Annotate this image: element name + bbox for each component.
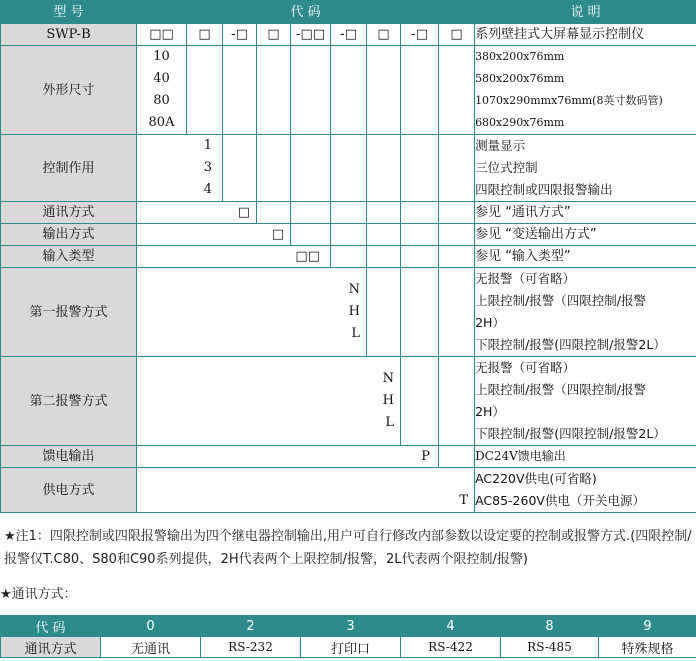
size-code: 40	[153, 71, 170, 86]
comm-label: 通讯方式	[1, 202, 137, 224]
control-row	[1, 135, 696, 202]
power-descs	[475, 468, 696, 513]
feed-code: P	[137, 446, 439, 468]
alarm1-code: N	[348, 282, 360, 297]
control-codes	[137, 135, 223, 202]
alarm1-code: L	[351, 326, 360, 341]
size-desc: 1070x290mmx76mm(8英寸数码管)	[475, 94, 663, 107]
feed-row	[1, 446, 696, 468]
control-code: 4	[203, 182, 212, 197]
feed-desc: DC24V馈电输出	[475, 446, 696, 468]
size-code: 80	[153, 93, 170, 108]
model-row	[1, 24, 696, 46]
comm-code: 0	[101, 616, 201, 637]
control-desc: 四限控制或四限报警输出	[475, 182, 613, 197]
size-codes	[137, 46, 187, 135]
alarm2-desc: 上限控制/报警（四限控制/报警	[475, 382, 646, 397]
alarm2-code: L	[385, 415, 394, 430]
code-cell-4: □	[257, 24, 291, 46]
comm-row	[1, 202, 696, 224]
power-label: 供电方式	[1, 468, 137, 513]
alarm1-desc: 2H）	[475, 315, 505, 330]
output-code: □	[137, 224, 291, 246]
comm-value: RS-232	[201, 637, 301, 658]
alarm1-desc: 上限控制/报警（四限控制/报警	[475, 293, 646, 308]
power-code-text: T	[459, 493, 469, 508]
comm-value: 打印口	[301, 637, 401, 658]
alarm2-codes	[137, 357, 401, 446]
size-row	[1, 46, 696, 135]
alarm1-descs	[475, 268, 696, 357]
code-cell-3: -□	[223, 24, 257, 46]
power-desc: AC85-260V供电（开关电源）	[475, 493, 645, 508]
control-descs	[475, 135, 696, 202]
header-model: 型 号	[1, 1, 137, 24]
output-desc: 参见 “变送输出方式”	[475, 224, 696, 246]
size-code: 10	[153, 49, 170, 64]
code-cell-9: □	[439, 24, 475, 46]
alarm2-code: H	[382, 393, 394, 408]
power-desc: AC220V供电(可省略)	[475, 471, 597, 486]
model-desc: 系列壁挂式大屏幕显示控制仪	[475, 24, 696, 46]
size-descs	[475, 46, 696, 135]
comm-code: 4	[401, 616, 501, 637]
alarm2-label: 第二报警方式	[1, 357, 137, 446]
alarm2-desc: 无报警（可省略）	[475, 360, 576, 375]
comm-value: RS-485	[501, 637, 599, 658]
code-cell-1: □□	[137, 24, 187, 46]
alarm2-desc: 下限控制/报警(四限控制/报警2L）	[475, 426, 666, 441]
alarm2-code: N	[382, 371, 394, 386]
comm-code: □	[137, 202, 257, 224]
code-cell-8: -□	[401, 24, 439, 46]
comm-code: 8	[501, 616, 599, 637]
size-code: 80A	[148, 115, 175, 130]
model-label: SWP-B	[1, 24, 137, 46]
input-label: 输入类型	[1, 246, 137, 268]
code-cell-7: □	[367, 24, 401, 46]
comm-table-row	[1, 637, 696, 658]
comm-code: 3	[301, 616, 401, 637]
comm-table-header-label: 代 码	[1, 616, 101, 637]
code-cell-6: -□	[331, 24, 367, 46]
output-label: 输出方式	[1, 224, 137, 246]
control-label: 控制作用	[1, 135, 137, 202]
alarm1-code: H	[348, 304, 360, 319]
note-2-heading: ★通讯方式：	[0, 587, 77, 602]
output-row	[1, 224, 696, 246]
control-desc: 三位式控制	[475, 160, 538, 175]
comm-code: 2	[201, 616, 301, 637]
header-desc: 说 明	[475, 1, 696, 24]
input-code: □□	[137, 246, 331, 268]
comm-code: 9	[599, 616, 696, 637]
size-desc: 580x200x76mm	[475, 72, 565, 85]
alarm2-desc: 2H）	[475, 404, 505, 419]
comm-table	[0, 615, 696, 658]
control-desc: 测量显示	[475, 138, 526, 153]
size-desc: 380x200x76mm	[475, 50, 565, 63]
comm-desc: 参见 “通讯方式”	[475, 202, 696, 224]
comm-value: RS-422	[401, 637, 501, 658]
comm-value: 无通讯	[101, 637, 201, 658]
feed-label: 馈电输出	[1, 446, 137, 468]
comm-table-row-label: 通讯方式	[1, 637, 101, 658]
alarm1-desc: 无报警（可省略）	[475, 271, 576, 286]
note-1: ★注1：四限控制或四限报警输出为四个继电器控制输出,用户可自行修改内部参数以设定要的控制或报警方式.(四限控制/报警仅T.C80、S80和C90系列提供，2H代表两个上限控制/报警，2L代表两个限控制/报警)	[4, 529, 692, 567]
header-row	[1, 1, 696, 24]
comm-table-header	[1, 616, 696, 637]
header-code: 代 码	[137, 1, 475, 24]
comm-value: 特殊规格	[599, 637, 696, 658]
alarm2-descs	[475, 357, 696, 446]
control-code: 3	[203, 160, 212, 175]
power-row	[1, 468, 696, 513]
input-desc: 参见 “输入类型”	[475, 246, 696, 268]
control-code: 1	[203, 138, 212, 153]
code-cell-2: □	[187, 24, 223, 46]
size-desc: 680x290x76mm	[475, 116, 565, 129]
alarm1-row	[1, 268, 696, 357]
power-code	[137, 468, 475, 513]
alarm1-desc: 下限控制/报警(四限控制/报警2L）	[475, 337, 666, 352]
size-label: 外形尺寸	[1, 46, 137, 135]
alarm1-label: 第一报警方式	[1, 268, 137, 357]
input-row	[1, 246, 696, 268]
alarm1-codes	[137, 268, 367, 357]
alarm2-row	[1, 357, 696, 446]
code-cell-5: -□□	[291, 24, 331, 46]
